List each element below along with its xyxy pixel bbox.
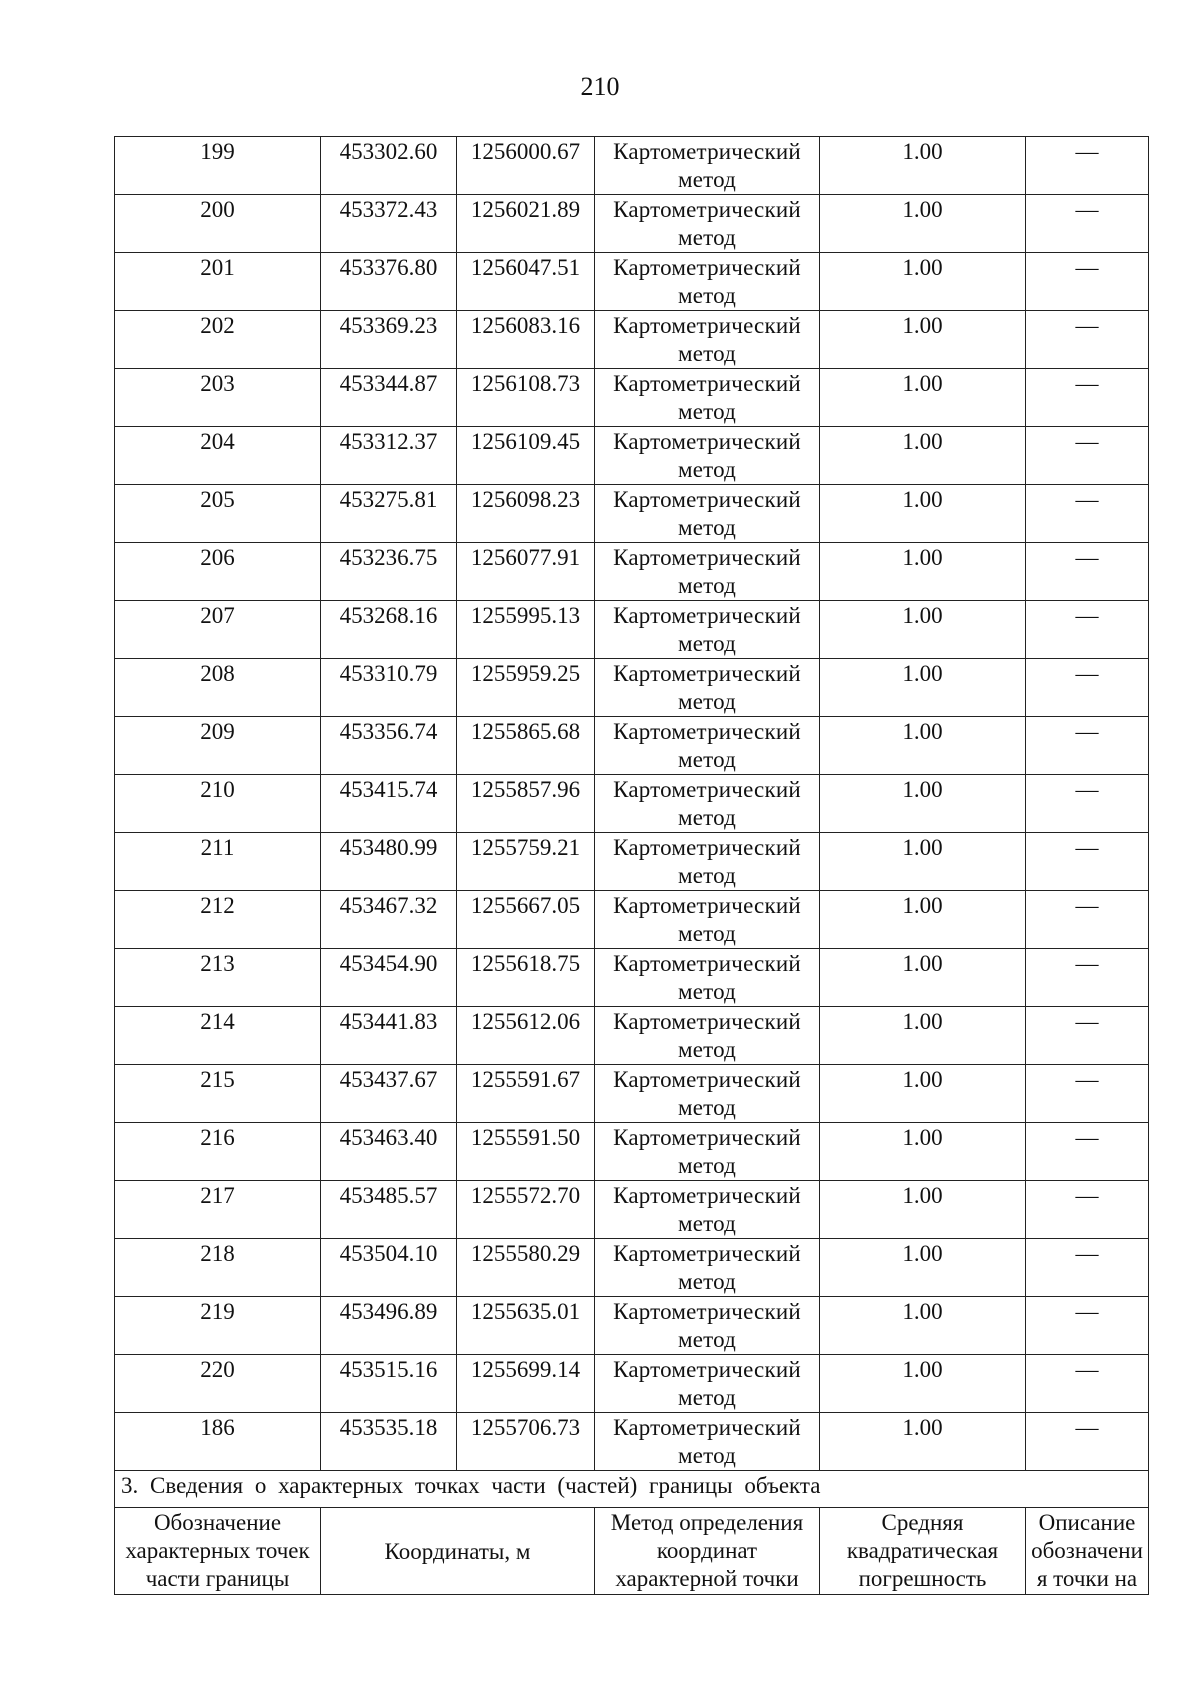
error-cell: 1.00: [820, 659, 1026, 717]
description-cell: —: [1026, 775, 1149, 833]
table-row: [115, 659, 1149, 717]
coordinate-x-cell: 453467.32: [321, 891, 457, 949]
error-cell: 1.00: [820, 195, 1026, 253]
error-cell: 1.00: [820, 833, 1026, 891]
coordinate-y-cell: 1255699.14: [457, 1355, 595, 1413]
method-cell: Картометрический метод: [595, 659, 820, 717]
error-cell: 1.00: [820, 1065, 1026, 1123]
method-cell: Картометрический метод: [595, 1413, 820, 1471]
coordinate-x-cell: 453372.43: [321, 195, 457, 253]
section-title: 3. Сведения о характерных точках части (частей) границы объекта: [115, 1471, 1149, 1508]
method-cell: Картометрический метод: [595, 253, 820, 311]
coordinate-y-cell: 1255591.50: [457, 1123, 595, 1181]
error-cell: 1.00: [820, 717, 1026, 775]
point-number-cell: 215: [115, 1065, 321, 1123]
coordinate-y-cell: 1256077.91: [457, 543, 595, 601]
method-cell: Картометрический метод: [595, 601, 820, 659]
coordinate-y-cell: 1255635.01: [457, 1297, 595, 1355]
method-cell: Картометрический метод: [595, 1007, 820, 1065]
error-cell: 1.00: [820, 137, 1026, 195]
coordinate-x-cell: 453275.81: [321, 485, 457, 543]
description-cell: —: [1026, 485, 1149, 543]
coordinate-y-cell: 1255618.75: [457, 949, 595, 1007]
description-cell: —: [1026, 1123, 1149, 1181]
point-number-cell: 220: [115, 1355, 321, 1413]
section-title-row: [115, 1471, 1149, 1508]
coordinate-y-cell: 1256083.16: [457, 311, 595, 369]
boundary-points-table: [114, 136, 1149, 1595]
error-cell: 1.00: [820, 949, 1026, 1007]
point-number-cell: 200: [115, 195, 321, 253]
error-cell: 1.00: [820, 369, 1026, 427]
coordinate-x-cell: 453485.57: [321, 1181, 457, 1239]
coordinate-y-cell: 1255572.70: [457, 1181, 595, 1239]
method-cell: Картометрический метод: [595, 485, 820, 543]
coordinate-x-cell: 453415.74: [321, 775, 457, 833]
point-designation-header: Обозначение характерных точек части границы: [115, 1508, 321, 1595]
error-cell: 1.00: [820, 543, 1026, 601]
description-cell: —: [1026, 1355, 1149, 1413]
coordinate-y-cell: 1255612.06: [457, 1007, 595, 1065]
coordinates-header: Координаты, м: [321, 1508, 595, 1595]
error-cell: 1.00: [820, 601, 1026, 659]
coordinate-y-cell: 1256000.67: [457, 137, 595, 195]
method-cell: Картометрический метод: [595, 1355, 820, 1413]
point-number-cell: 186: [115, 1413, 321, 1471]
method-cell: Картометрический метод: [595, 1065, 820, 1123]
coordinate-y-cell: 1255865.68: [457, 717, 595, 775]
table-row: [115, 137, 1149, 195]
point-number-cell: 205: [115, 485, 321, 543]
table-row: [115, 949, 1149, 1007]
description-cell: —: [1026, 659, 1149, 717]
description-cell: —: [1026, 1181, 1149, 1239]
error-cell: 1.00: [820, 1297, 1026, 1355]
point-number-cell: 212: [115, 891, 321, 949]
page-number: 210: [580, 72, 620, 101]
coordinate-x-cell: 453344.87: [321, 369, 457, 427]
description-cell: —: [1026, 833, 1149, 891]
error-cell: 1.00: [820, 1007, 1026, 1065]
description-cell: —: [1026, 601, 1149, 659]
description-cell: —: [1026, 137, 1149, 195]
description-cell: —: [1026, 1297, 1149, 1355]
coordinate-y-cell: 1255959.25: [457, 659, 595, 717]
table-row: [115, 427, 1149, 485]
table-row: [115, 253, 1149, 311]
description-cell: —: [1026, 949, 1149, 1007]
description-cell: —: [1026, 543, 1149, 601]
description-cell: —: [1026, 1239, 1149, 1297]
method-cell: Картометрический метод: [595, 1123, 820, 1181]
table-row: [115, 543, 1149, 601]
description-cell: —: [1026, 1413, 1149, 1471]
coordinate-y-cell: 1255995.13: [457, 601, 595, 659]
description-cell: —: [1026, 427, 1149, 485]
coordinate-x-cell: 453504.10: [321, 1239, 457, 1297]
point-number-cell: 204: [115, 427, 321, 485]
coordinate-x-cell: 453376.80: [321, 253, 457, 311]
table-row: [115, 1065, 1149, 1123]
coordinate-y-cell: 1255591.67: [457, 1065, 595, 1123]
mean-square-error-header: Средняя квадратическая погрешность: [820, 1508, 1026, 1595]
table-row: [115, 775, 1149, 833]
point-number-cell: 199: [115, 137, 321, 195]
coordinate-x-cell: 453515.16: [321, 1355, 457, 1413]
table-row: [115, 1239, 1149, 1297]
point-number-cell: 214: [115, 1007, 321, 1065]
method-header: Метод определения координат характерной точки: [595, 1508, 820, 1595]
coordinate-x-cell: 453480.99: [321, 833, 457, 891]
point-number-cell: 213: [115, 949, 321, 1007]
error-cell: 1.00: [820, 1239, 1026, 1297]
error-cell: 1.00: [820, 775, 1026, 833]
error-cell: 1.00: [820, 1355, 1026, 1413]
point-number-cell: 216: [115, 1123, 321, 1181]
method-cell: Картометрический метод: [595, 311, 820, 369]
table-row: [115, 1297, 1149, 1355]
coordinate-x-cell: 453310.79: [321, 659, 457, 717]
error-cell: 1.00: [820, 1181, 1026, 1239]
table-row: [115, 1355, 1149, 1413]
coordinate-y-cell: 1256109.45: [457, 427, 595, 485]
method-cell: Картометрический метод: [595, 195, 820, 253]
coordinate-x-cell: 453302.60: [321, 137, 457, 195]
coordinate-x-cell: 453312.37: [321, 427, 457, 485]
coordinate-y-cell: 1255857.96: [457, 775, 595, 833]
point-number-cell: 201: [115, 253, 321, 311]
coordinate-y-cell: 1255706.73: [457, 1413, 595, 1471]
point-number-cell: 210: [115, 775, 321, 833]
method-cell: Картометрический метод: [595, 891, 820, 949]
point-number-cell: 202: [115, 311, 321, 369]
coordinate-x-cell: 453535.18: [321, 1413, 457, 1471]
table-row: [115, 1123, 1149, 1181]
description-cell: —: [1026, 1065, 1149, 1123]
method-cell: Картометрический метод: [595, 369, 820, 427]
description-cell: —: [1026, 369, 1149, 427]
table-row: [115, 601, 1149, 659]
coordinate-x-cell: 453496.89: [321, 1297, 457, 1355]
method-cell: Картометрический метод: [595, 949, 820, 1007]
table-body: [115, 137, 1149, 1595]
coordinate-y-cell: 1256098.23: [457, 485, 595, 543]
coordinate-y-cell: 1256021.89: [457, 195, 595, 253]
coordinate-x-cell: 453441.83: [321, 1007, 457, 1065]
point-number-cell: 206: [115, 543, 321, 601]
method-cell: Картометрический метод: [595, 543, 820, 601]
column-header-row: [115, 1508, 1149, 1595]
point-number-cell: 208: [115, 659, 321, 717]
coordinate-x-cell: 453268.16: [321, 601, 457, 659]
coordinate-y-cell: 1255580.29: [457, 1239, 595, 1297]
coordinate-x-cell: 453463.40: [321, 1123, 457, 1181]
method-cell: Картометрический метод: [595, 1239, 820, 1297]
coordinate-x-cell: 453236.75: [321, 543, 457, 601]
point-number-cell: 211: [115, 833, 321, 891]
method-cell: Картометрический метод: [595, 1297, 820, 1355]
table-row: [115, 485, 1149, 543]
error-cell: 1.00: [820, 311, 1026, 369]
table-row: [115, 369, 1149, 427]
table-row: [115, 1413, 1149, 1471]
error-cell: 1.00: [820, 253, 1026, 311]
description-cell: —: [1026, 253, 1149, 311]
table-row: [115, 1181, 1149, 1239]
method-cell: Картометрический метод: [595, 833, 820, 891]
error-cell: 1.00: [820, 427, 1026, 485]
coordinate-x-cell: 453437.67: [321, 1065, 457, 1123]
coordinate-y-cell: 1256108.73: [457, 369, 595, 427]
point-number-cell: 203: [115, 369, 321, 427]
method-cell: Картометрический метод: [595, 137, 820, 195]
coordinate-x-cell: 453454.90: [321, 949, 457, 1007]
coordinate-y-cell: 1255667.05: [457, 891, 595, 949]
method-cell: Картометрический метод: [595, 717, 820, 775]
coordinate-y-cell: 1256047.51: [457, 253, 595, 311]
description-cell: —: [1026, 195, 1149, 253]
error-cell: 1.00: [820, 485, 1026, 543]
error-cell: 1.00: [820, 891, 1026, 949]
table-row: [115, 891, 1149, 949]
method-cell: Картометрический метод: [595, 775, 820, 833]
point-number-cell: 218: [115, 1239, 321, 1297]
coordinate-y-cell: 1255759.21: [457, 833, 595, 891]
coordinate-x-cell: 453369.23: [321, 311, 457, 369]
point-number-cell: 219: [115, 1297, 321, 1355]
point-number-cell: 217: [115, 1181, 321, 1239]
table-row: [115, 195, 1149, 253]
description-cell: —: [1026, 717, 1149, 775]
point-number-cell: 209: [115, 717, 321, 775]
point-description-header: Описание обозначени я точки на: [1026, 1508, 1149, 1595]
point-number-cell: 207: [115, 601, 321, 659]
description-cell: —: [1026, 891, 1149, 949]
error-cell: 1.00: [820, 1413, 1026, 1471]
table-row: [115, 311, 1149, 369]
method-cell: Картометрический метод: [595, 1181, 820, 1239]
coordinate-x-cell: 453356.74: [321, 717, 457, 775]
error-cell: 1.00: [820, 1123, 1026, 1181]
table-row: [115, 1007, 1149, 1065]
description-cell: —: [1026, 1007, 1149, 1065]
method-cell: Картометрический метод: [595, 427, 820, 485]
table-row: [115, 833, 1149, 891]
description-cell: —: [1026, 311, 1149, 369]
table-row: [115, 717, 1149, 775]
